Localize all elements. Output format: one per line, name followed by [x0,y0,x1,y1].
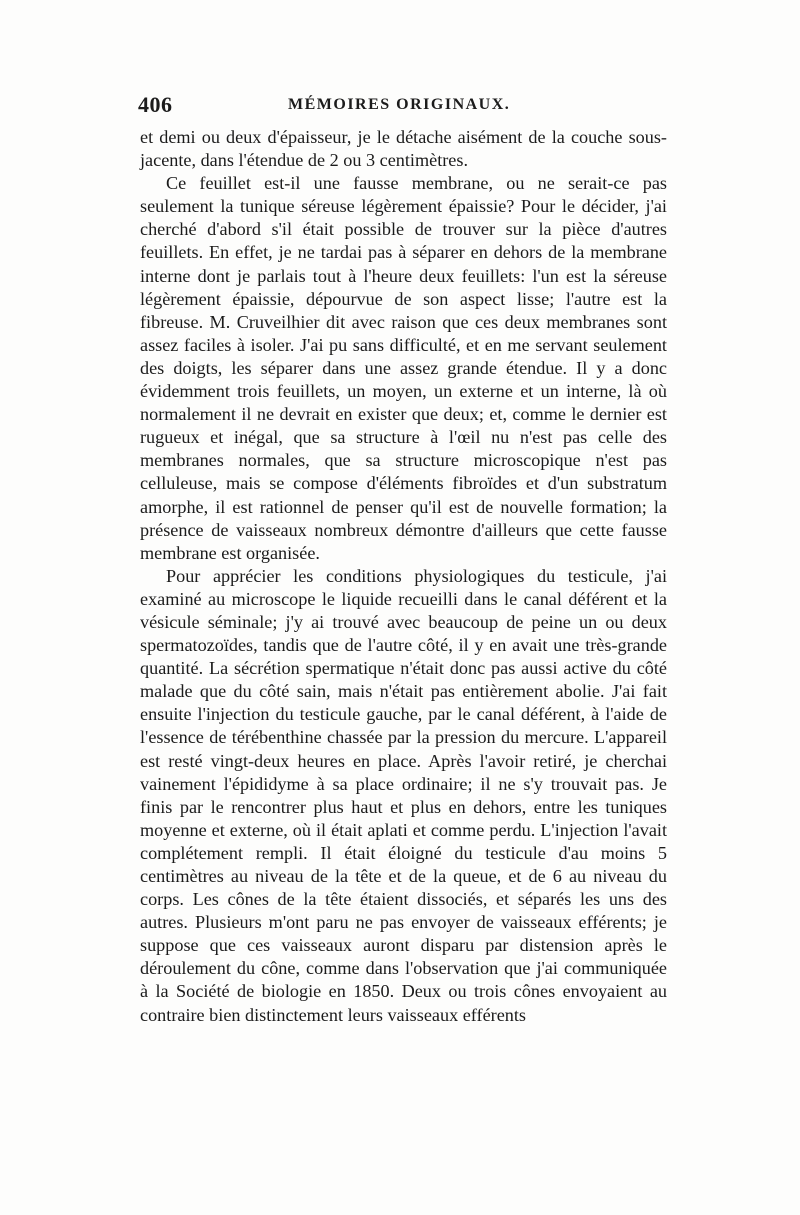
paragraph-continuation: et demi ou deux d'épaisseur, je le détache aisément de la couche sous-jacente, dans l'étendue de 2 ou 3 centimètres. [140,127,667,171]
body-text [140,126,667,1027]
running-title: MÉMOIRES ORIGINAUX. [288,96,511,113]
paragraph-fausse-membrane: Ce feuillet est-il une fausse membrane, ou ne serait-ce pas seulement la tunique séreuse légèrement épaissie? Pour le décider, j'ai cherché d'abord s'il était possible de trouver sur la pièce d'autres feuillets. En effet, je ne tardai pas à séparer en dehors de la membrane interne dont je parlais tout à l'heure deux feuillets: l'un est la séreuse légèrement épaissie, dépourvue de son aspect lisse; l'autre est la fibreuse. M. Cruveilhier dit avec raison que ces deux membranes sont assez faciles à isoler. J'ai pu sans difficulté, et en me servant seulement des doigts, les séparer dans une assez grande étendue. Il y a donc évidemment trois feuillets, un moyen, un externe et un interne, là où normalement il ne devrait en exister que deux; et, comme le dernier est rugueux et inégal, que sa structure à l'œil nu n'est pas celle des membranes normales, que sa structure microscopique n'est pas celluleuse, mais se compose d'éléments fibroïdes et d'un substratum amorphe, il est rationnel de penser qu'il est de nouvelle formation; la présence de vaisseaux nombreux démontre d'ailleurs que cette fausse membrane est organisée. [140,173,667,563]
paragraph-conditions-physiologiques: Pour apprécier les conditions physiologiques du testicule, j'ai examiné au microscope le liquide recueilli dans le canal déférent et la vésicule séminale; j'y ai trouvé avec beaucoup de peine un ou deux spermatozoïdes, tandis que de l'autre côté, il y en avait une très-grande quantité. La sécrétion spermatique n'était donc pas aussi active du côté malade que du côté sain, mais n'était pas entièrement abolie. J'ai fait ensuite l'injection du testicule gauche, par le canal déférent, à l'aide de l'essence de térébenthine chassée par la pression du mercure. L'appareil est resté vingt-deux heures en place. Après l'avoir retiré, je cherchai vainement l'épididyme à sa place ordinaire; il ne s'y trouvait pas. Je finis par le rencontrer plus haut et plus en dehors, entre les tuniques moyenne et externe, où il était aplati et comme perdu. L'injection l'avait complétement rempli. Il était éloigné du testicule d'au moins 5 centimètres au niveau de la tête et de la queue, et de 6 au niveau du corps. Les cônes de la tête étaient dissociés, et séparés les uns des autres. Plusieurs m'ont paru ne pas envoyer de vaisseaux efférents; je suppose que ces vaisseaux auront disparu par distension après le déroulement du cône, comme dans l'observation que j'ai communiquée à la Société de biologie en 1850. Deux ou trois cônes envoyaient au contraire bien distinctement leurs vaisseaux efférents [140,565,667,1025]
page-number: 406 [138,92,173,117]
running-head [138,92,668,122]
